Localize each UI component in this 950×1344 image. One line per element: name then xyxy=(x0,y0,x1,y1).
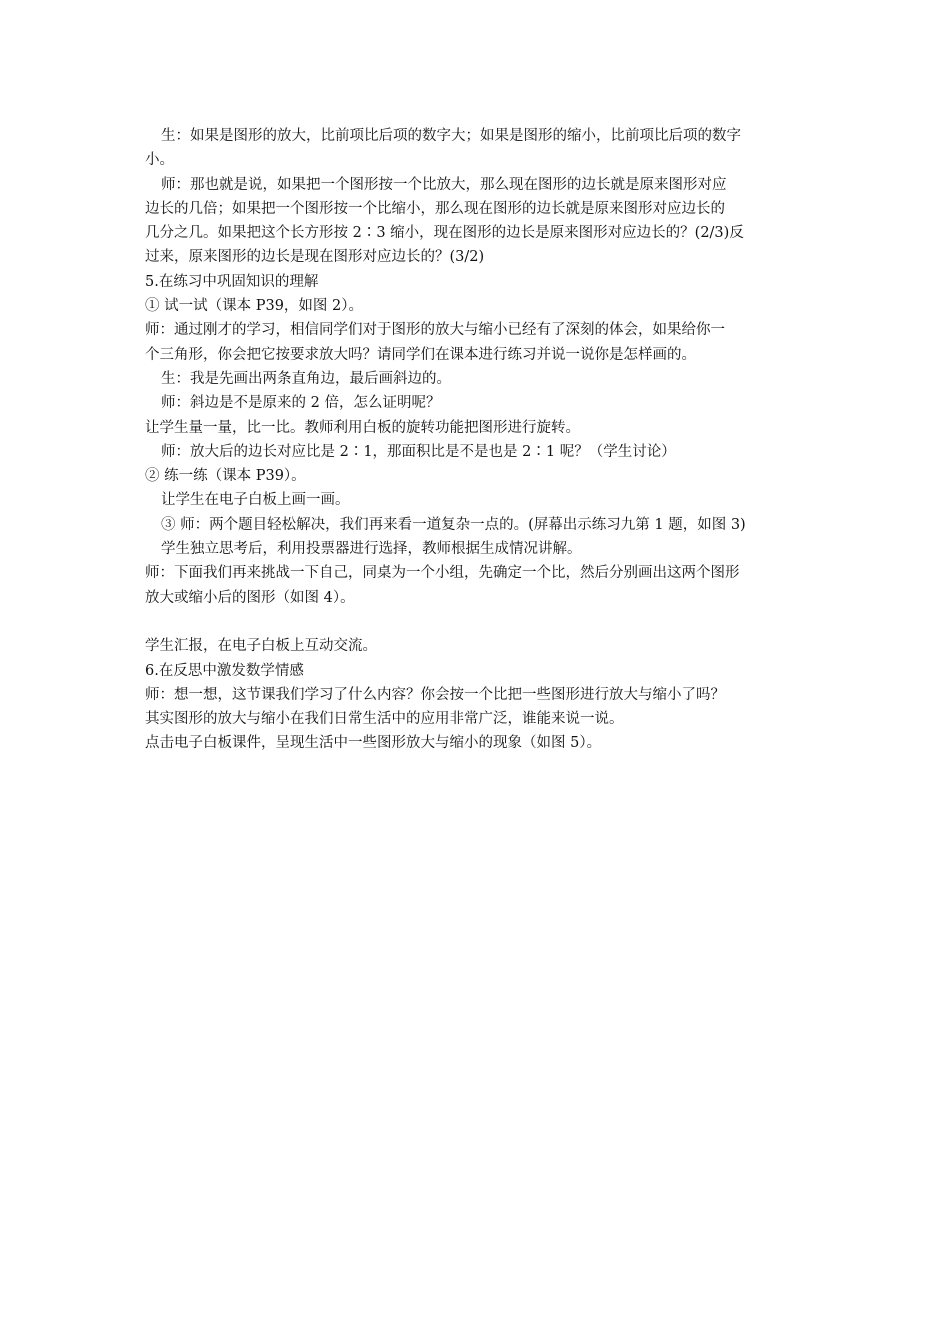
exercise-complex-line: ③ 师：两个题目轻松解决，我们再来看一道复杂一点的。(屏幕出示练习九第 1 题，如图 3) xyxy=(161,516,746,533)
teacher-explanation-line-3: 几分之几。如果把这个长方形按 2∶3 缩小，现在图形的边长是原来图形对应边长的？(2/3)反 xyxy=(145,225,744,242)
blank-spacer xyxy=(145,610,810,634)
exercise-practice-line: ② 练一练（课本 P39）。 xyxy=(145,468,306,485)
teacher-explanation-line-4: 过来，原来图形的边长是现在图形对应边长的？(3/2) xyxy=(145,249,485,266)
measure-instruction-line: 让学生量一量，比一比。教师利用白板的旋转功能把图形进行旋转。 xyxy=(145,419,580,436)
section-heading-5: 5.在练习中巩固知识的理解 xyxy=(145,273,319,290)
reflection-line: 师：想一想，这节课我们学习了什么内容？你会按一个比把一些图形进行放大与缩小了吗？ xyxy=(145,686,725,703)
document-body xyxy=(145,124,810,756)
teacher-prompt-line: 师：通过刚才的学习，相信同学们对于图形的放大与缩小已经有了深刻的体会，如果给你一 xyxy=(145,322,725,339)
student-answer-line: 生：如果是图形的放大，比前项比后项的数字大；如果是图形的缩小，比前项比后项的数字 xyxy=(161,128,741,144)
area-ratio-question-line: 师：放大后的边长对应比是 2∶1，那面积比是不是也是 2∶1 呢？（学生讨论） xyxy=(161,443,676,460)
report-line: 学生汇报，在电子白板上互动交流。 xyxy=(145,638,377,655)
teacher-question-line: 师：斜边是不是原来的 2 倍，怎么证明呢？ xyxy=(161,395,441,412)
student-answer-line-cont: 小。 xyxy=(145,152,174,169)
teacher-explanation-line: 师：那也就是说，如果把一个图形按一个比放大，那么现在图形的边长就是原来图形对应 xyxy=(161,176,727,193)
challenge-line-2: 放大或缩小后的图形（如图 4）。 xyxy=(145,589,355,606)
courseware-line: 点击电子白板课件，呈现生活中一些图形放大与缩小的现象（如图 5）。 xyxy=(145,735,602,752)
teacher-prompt-line-2: 个三角形，你会把它按要求放大吗？请同学们在课本进行练习并说一说你是怎样画的。 xyxy=(145,346,696,363)
section-heading-6: 6.在反思中激发数学情感 xyxy=(145,662,304,679)
reflection-line-2: 其实图形的放大与缩小在我们日常生活中的应用非常广泛，谁能来说一说。 xyxy=(145,711,624,728)
exercise-try-line: ① 试一试（课本 P39，如图 2）。 xyxy=(145,298,364,315)
challenge-line: 师：下面我们再来挑战一下自己，同桌为一个小组，先确定一个比，然后分别画出这两个图形 xyxy=(145,565,740,582)
voting-line: 学生独立思考后，利用投票器进行选择，教师根据生成情况讲解。 xyxy=(161,541,582,558)
teacher-explanation-line-2: 边长的几倍；如果把一个图形按一个比缩小，那么现在图形的边长就是原来图形对应边长的 xyxy=(145,200,725,217)
whiteboard-draw-line: 让学生在电子白板上画一画。 xyxy=(161,492,350,509)
student-reply-line: 生：我是先画出两条直角边，最后画斜边的。 xyxy=(161,370,451,387)
